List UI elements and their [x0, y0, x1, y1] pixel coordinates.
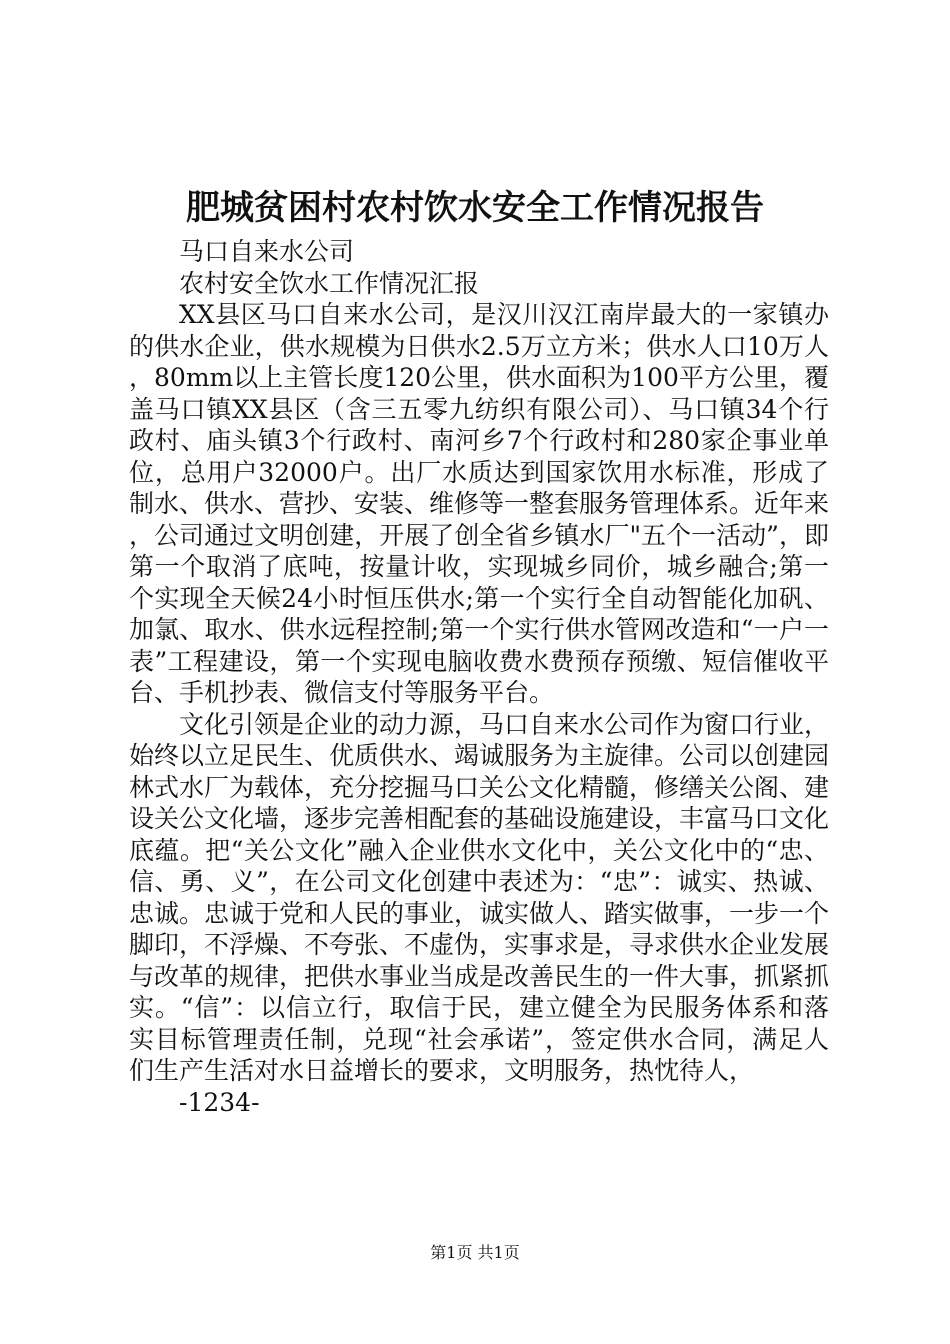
- company-name-line: 马口自来水公司: [179, 237, 355, 266]
- paragraph-corporate-culture: 文化引领是企业的动力源，马口自来水公司作为窗口行业，始终以立足民生、优质供水、竭诚服务为主旋律。公司以创建园林式水厂为载体，充分挖掘马口关公文化精髓，修缮关公阁、建设关公文化墙，逐步完善相配套的基础设施建设，丰富马口文化底蕴。把“关公文化”融入企业供水文化中，关公文化中的“忠、信、勇、义”，在公司文化创建中表述为：“忠”：诚实、热诚、忠诚。忠诚于党和人民的事业，诚实做人、踏实做事，一步一个脚印，不浮燥、不夸张、不虚伪，实事求是，寻求供水企业发展与改革的规律，把供水事业当成是改善民生的一件大事，抓紧抓实。“信”：以信立行，取信于民，建立健全为民服务体系和落实目标管理责任制，兑现“社会承诺”，签定供水合同，满足人们生产生活对水日益增长的要求，文明服务，热忱待人，: [129, 709, 830, 1085]
- page-code: -1234-: [179, 1087, 260, 1117]
- document-title: 肥城贫困村农村饮水安全工作情况报告: [186, 188, 764, 228]
- paragraph-company-overview: XX县区马口自来水公司，是汉川汉江南岸最大的一家镇办的供水企业，供水规模为日供水2.5万立方米；供水人口10万人，80mm以上主管长度120公里，供水面积为100平方公里，覆盖马口镇XX县区（含三五零九纺织有限公司）、马口镇34个行政村、庙头镇3个行政村、南河乡7个行政村和280家企事业单位，总用户32000户。出厂水质达到国家饮用水标准，形成了制水、供水、营抄、安装、维修等一整套服务管理体系。近年来，公司通过文明创建，开展了创全省乡镇水厂"五个一活动”，即第一个取消了底吨，按量计收，实现城乡同价，城乡融合;第一个实现全天候24小时恒压供水;第一个实行全自动智能化加矾、加氯、取水、供水远程控制;第一个实行供水管网改造和“一户一表”工程建设，第一个实现电脑收费水费预存预缴、短信催收平台、手机抄表、微信支付等服务平台。: [129, 300, 830, 707]
- report-subtitle-line: 农村安全饮水工作情况汇报: [179, 268, 480, 298]
- document-body: [129, 236, 829, 1118]
- page-footer: 第1页 共1页: [430, 1243, 520, 1262]
